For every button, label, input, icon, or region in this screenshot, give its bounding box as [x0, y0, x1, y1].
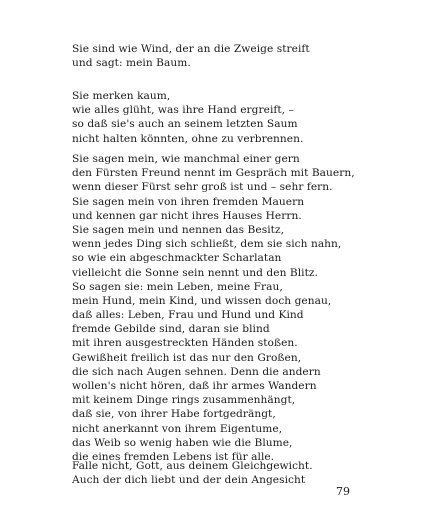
poem-line: so daß sie's auch an seinem letzten Saum [72, 118, 298, 131]
poem-line: Sie sagen mein, wie manchmal einer gern [72, 153, 300, 165]
poem-line: nicht anerkannt von ihrem Eigentume, [72, 422, 283, 435]
stanza-4 [72, 459, 372, 487]
poem-line: wenn dieser Fürst sehr groß ist und – sehr fern. [72, 181, 333, 194]
poem-line: Gewißheit freilich ist das nur den Großen, [72, 351, 302, 364]
poem-line: mit keinem Dinge rings zusammenhängt, [72, 394, 296, 407]
poem-line: und sagt: mein Baum. [72, 57, 191, 70]
poem-line: wollen's nicht hören, daß ihr armes Wandern [72, 380, 317, 392]
poem-line: so wie ein abgeschmackter Scharlatan [72, 252, 282, 265]
poem-line: das Weib so wenig haben wie die Blume, [72, 436, 293, 449]
poem-line: daß alles: Leben, Frau und Hund und Kind [72, 309, 304, 322]
poem-line: mein Hund, mein Kind, und wissen doch genau, [72, 294, 332, 307]
poem-line: Sie sagen mein von ihren fremden Mauern [72, 195, 305, 208]
poem-line: mit ihren ausgestreckten Händen stoßen. [72, 337, 298, 350]
poem-line: fremde Gebilde sind, daran sie blind [72, 323, 270, 336]
poem-line: nicht halten könnten, ohne zu verbrennen. [72, 132, 304, 145]
poem-line: vielleicht die Sonne sein nennt und den Blitz. [72, 266, 318, 279]
poem-line: wenn jedes Ding sich schließt, dem sie sich nahn, [72, 238, 342, 251]
poem-line: und kennen gar nicht ihres Hauses Herrn. [72, 209, 302, 222]
poem-line: Sie sind wie Wind, der an die Zweige streift [72, 43, 310, 55]
stanza-3 [72, 152, 372, 464]
poem-line: Auch der dich liebt und der dein Angesicht [72, 474, 306, 487]
poem-line: die eines fremden Lebens ist für alle. [72, 450, 275, 463]
poem-line: wie alles glüht, was ihre Hand ergreift, – [72, 104, 294, 117]
poem-line: Sie merken kaum, [72, 90, 171, 102]
poem-line: Falle nicht, Gott, aus deinem Gleichgewicht. [72, 460, 313, 472]
poem-line: den Fürsten Freund nennt im Gespräch mit Bauern, [72, 167, 355, 180]
poem-line: daß sie, von ihrer Habe fortgedrängt, [72, 408, 276, 421]
stanza-1 [72, 42, 372, 70]
poem-line: So sagen sie: mein Leben, meine Frau, [72, 280, 283, 293]
poem-line: Sie sagen mein und nennen das Besitz, [72, 223, 284, 236]
poem-line: die sich nach Augen sehnen. Denn die andern [72, 365, 321, 378]
stanza-2 [72, 89, 372, 146]
page-number: 79 [336, 485, 350, 498]
